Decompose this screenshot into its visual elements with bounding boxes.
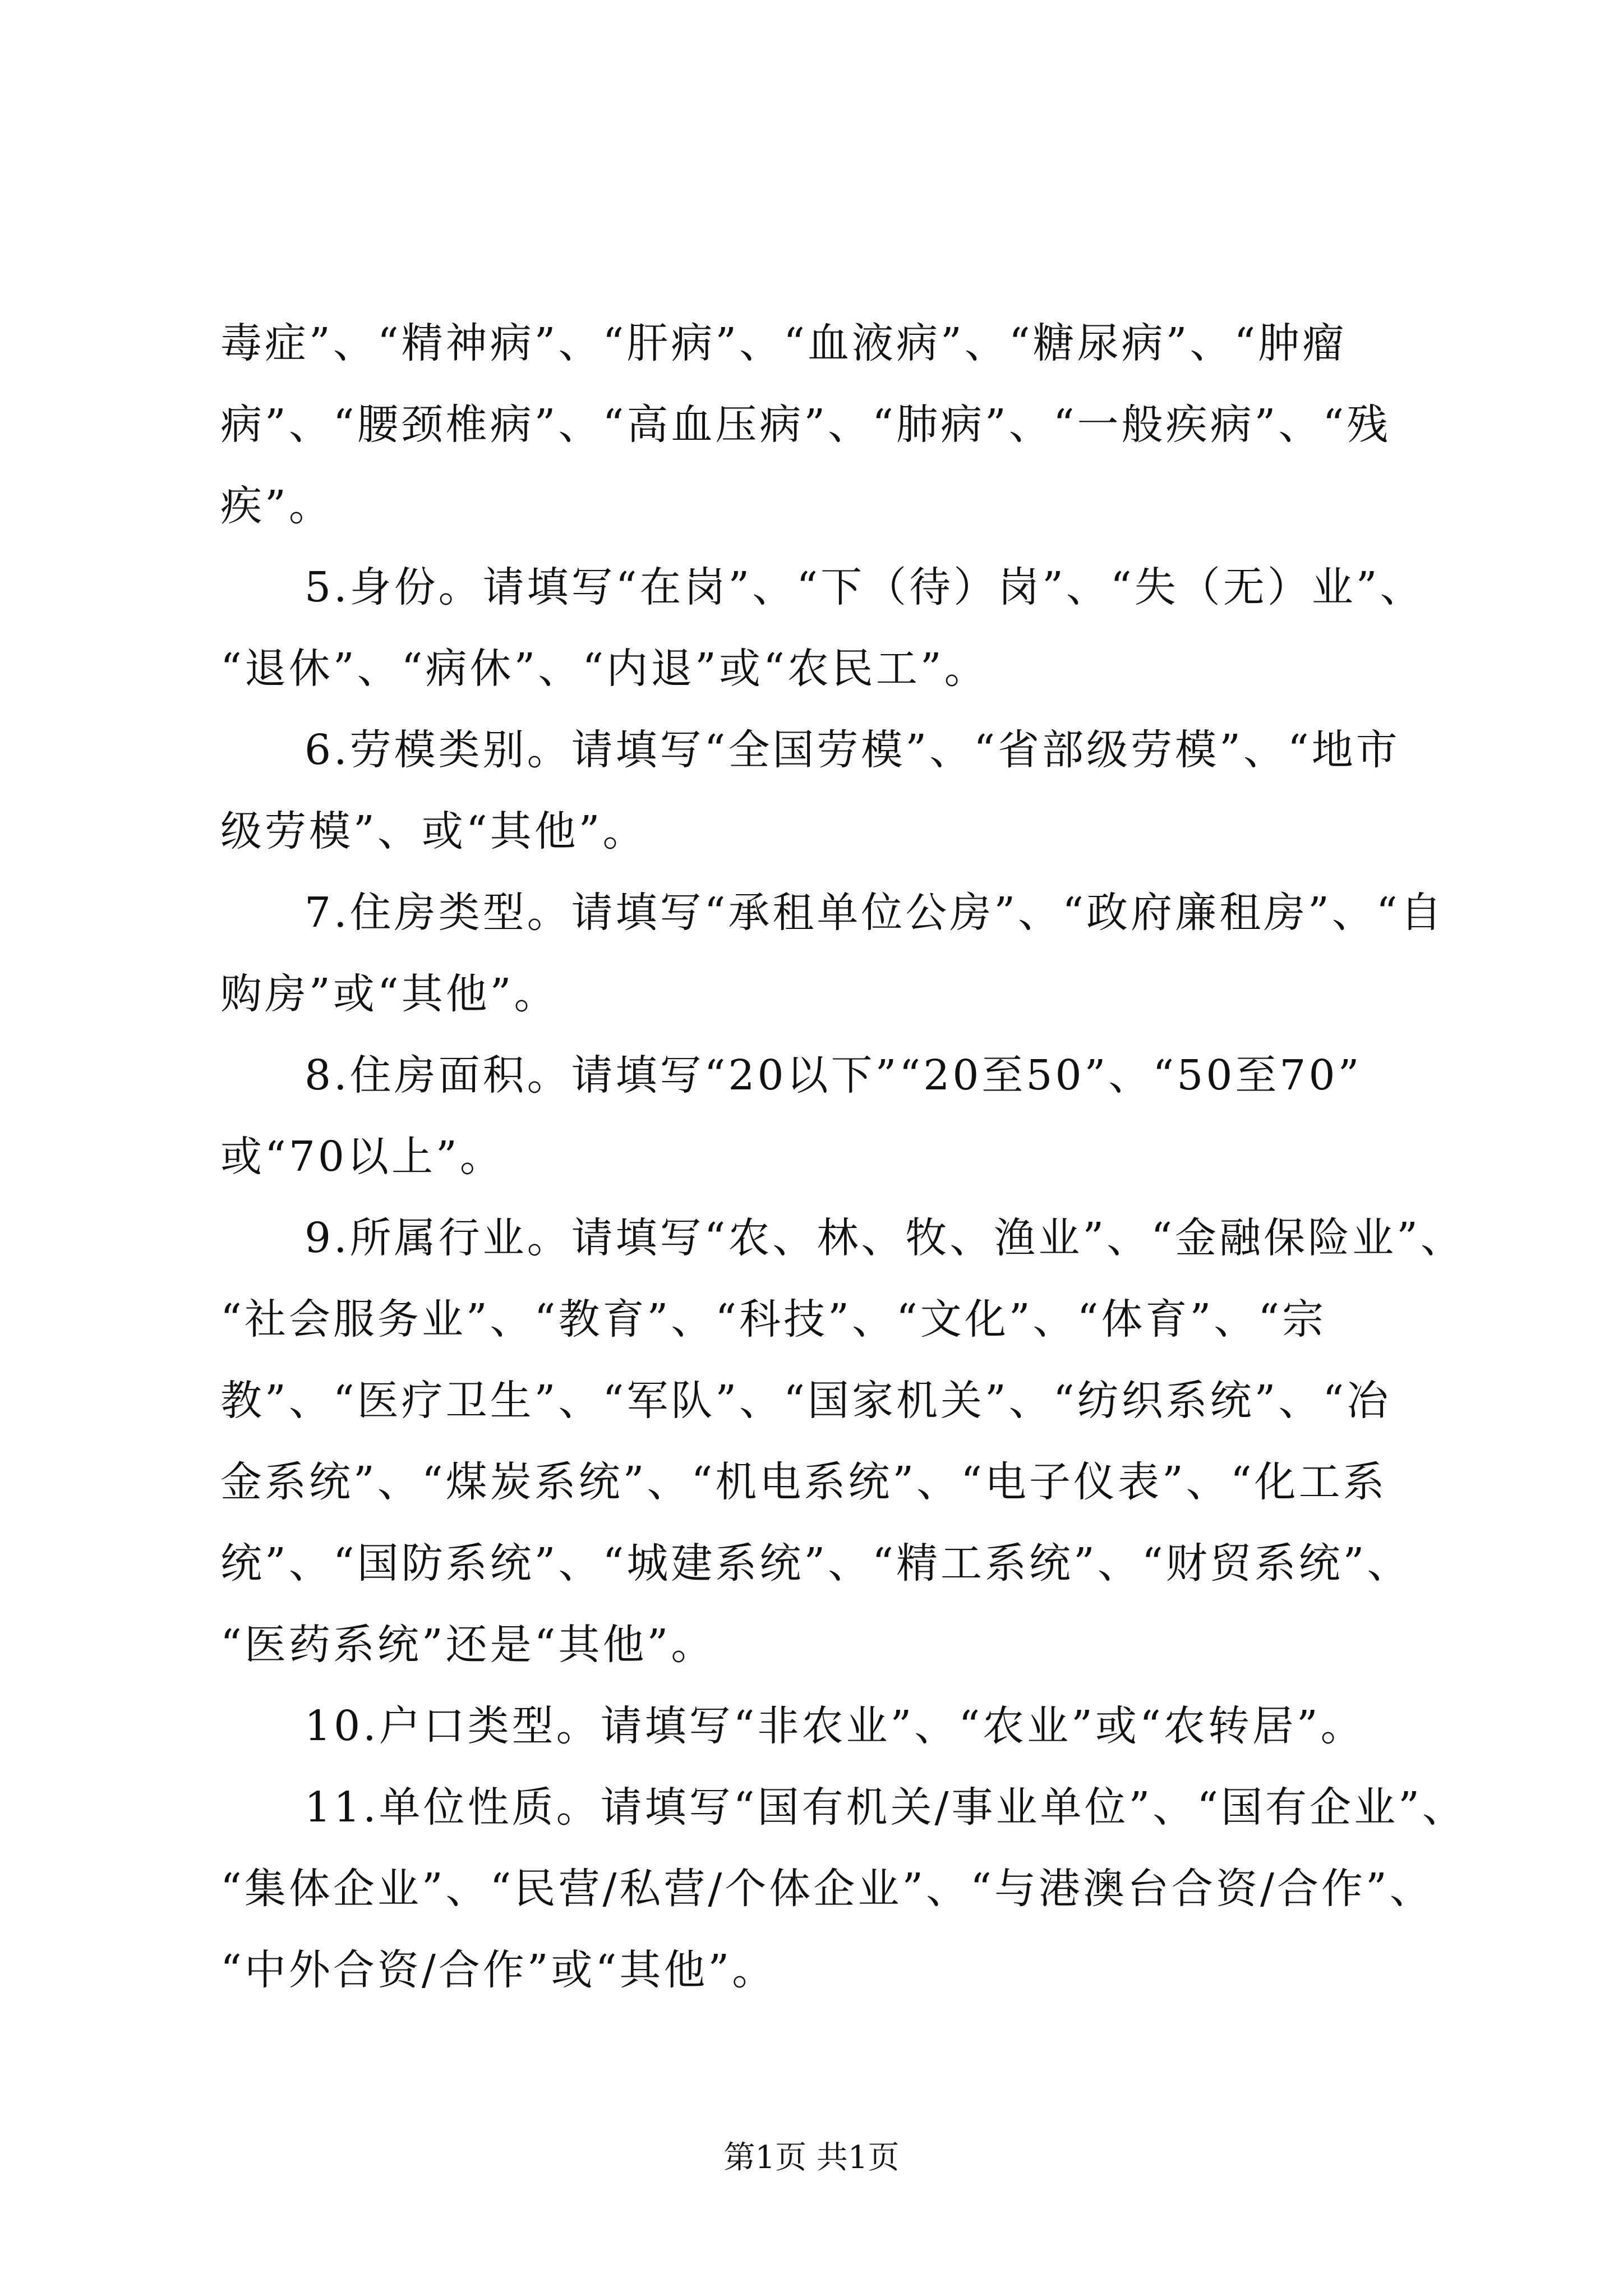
text-line-7: 级劳模”、或“其他”。 — [220, 807, 647, 855]
document-body — [220, 303, 1465, 2011]
item-9-industry: 9.所属行业。请填写“农、林、牧、渔业”、“金融保险业”、 — [305, 1214, 1465, 1262]
item-5-identity: 5.身份。请填写“在岗”、“下（待）岗”、“失（无）业”、 — [305, 563, 1424, 611]
page-footer: 第1页 共1页 — [723, 2139, 900, 2176]
item-7-housing-type: 7.住房类型。请填写“承租单位公房”、“政府廉租房”、“自 — [305, 889, 1445, 937]
item-11-employer-nature: 11.单位性质。请填写“国有机关/事业单位”、“国有企业”、 — [305, 1783, 1467, 1832]
text-line-5: “退休”、“病休”、“内退”或“农民工”。 — [220, 645, 989, 693]
text-line-13: “社会服务业”、“教育”、“科技”、“文化”、“体育”、“宗 — [220, 1295, 1327, 1343]
text-line-15: 金系统”、“煤炭系统”、“机电系统”、“电子仪表”、“化工系 — [220, 1458, 1387, 1506]
text-line-17: “医药系统”还是“其他”。 — [220, 1621, 716, 1669]
item-8-housing-area: 8.住房面积。请填写“20以下”“20至50”、“50至70” — [305, 1051, 1362, 1099]
text-line-21: “中外合资/合作”或“其他”。 — [220, 1946, 777, 1994]
item-6-model-worker-category: 6.劳模类别。请填写“全国劳模”、“省部级劳模”、“地市 — [305, 726, 1400, 774]
item-10-household-type: 10.户口类型。请填写“非农业”、“农业”或“农转居”。 — [305, 1702, 1365, 1750]
text-line-3: 疾”。 — [220, 482, 333, 530]
text-line-2: 病”、“腰颈椎病”、“高血压病”、“肺病”、“一般疾病”、“残 — [220, 401, 1391, 449]
text-line-16: 统”、“国防系统”、“城建系统”、“精工系统”、“财贸系统”、 — [220, 1539, 1412, 1588]
text-line-20: “集体企业”、“民营/私营/个体企业”、“与港澳台合资/合作”、 — [220, 1865, 1434, 1913]
text-line-9: 购房”或“其他”。 — [220, 970, 559, 1018]
text-line-11: 或“70以上”。 — [220, 1133, 504, 1181]
text-line-14: 教”、“医疗卫生”、“军队”、“国家机关”、“纺织系统”、“冶 — [220, 1377, 1391, 1425]
text-line-1: 毒症”、“精神病”、“肝病”、“血液病”、“糖尿病”、“肿瘤 — [220, 319, 1347, 367]
